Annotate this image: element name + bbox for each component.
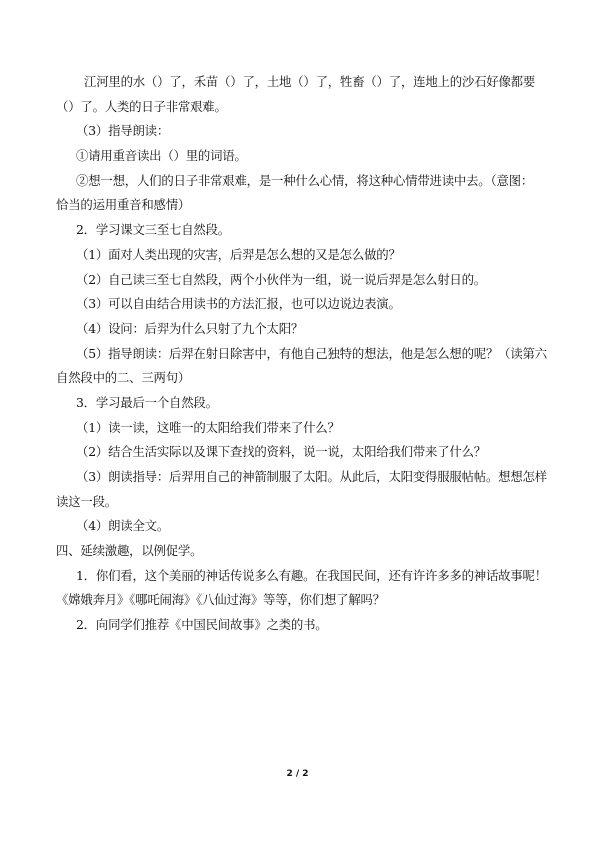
text-line: （4）朗读全文。 (76, 518, 170, 534)
text-line: ②想一想，人们的日子非常艰难，是一种什么心情，将这种心情带进读中去。（意图： (76, 172, 534, 188)
text-line: 3．学习最后一个自然段。 (76, 394, 218, 410)
text-line: （2）自己读三至七自然段，两个小伙伴为一组，说一说后羿是怎么射日的。 (76, 271, 486, 287)
text-line: （3）可以自由结合用读书的方法汇报，也可以边说边表演。 (76, 296, 401, 312)
text-line: （1）面对人类出现的灾害，后羿是怎么想的又是怎么做的？ (76, 246, 401, 262)
text-line: 恰当的运用重音和感情） (56, 197, 191, 213)
text-line: 《嫦娥奔月》《哪吒闹海》《八仙过海》等等，你们想了解吗？ (56, 592, 385, 608)
text-line: （3）指导朗读： (76, 123, 170, 139)
text-line: 四、延续激趣，以例促学。 (56, 543, 203, 559)
text-line: （3）朗读指导：后羿用自己的神箭制服了太阳。从此后，太阳变得服服帖帖。想想怎样 (76, 469, 547, 484)
text-line: （2）结合生活实际以及课下查找的资料，说一说，太阳给我们带来了什么？ (76, 444, 486, 460)
text-line: 江河里的水（）了，禾苗（）了，土地（）了，牲畜（）了，连地上的沙石好像都要 (84, 74, 536, 89)
text-line: 读这一段。 (56, 493, 117, 509)
text-line: 2．向同学们推荐《中国民间故事》之类的书。 (76, 617, 328, 633)
document-body (56, 74, 547, 642)
text-line: （）了。人类的日子非常艰难。 (56, 98, 227, 114)
text-line: 自然段中的二、三两句） (56, 370, 191, 386)
text-line: 1．你们看，这个美丽的神话传说多么有趣。在我国民间，还有许许多多的神话故事呢！ (76, 567, 547, 583)
text-line: ①请用重音读出（）里的词语。 (76, 148, 247, 164)
text-line: （4）设问：后羿为什么只射了九个太阳？ (76, 320, 304, 336)
text-line: （1）读一读，这唯一的太阳给我们带来了什么？ (76, 419, 340, 435)
page-number: 2 / 2 (286, 769, 309, 779)
text-line: （5）指导朗读：后羿在射日除害中，有他自己独特的想法，他是怎么想的呢？（读第六 (76, 345, 547, 361)
text-line: 2．学习课文三至七自然段。 (76, 222, 230, 238)
